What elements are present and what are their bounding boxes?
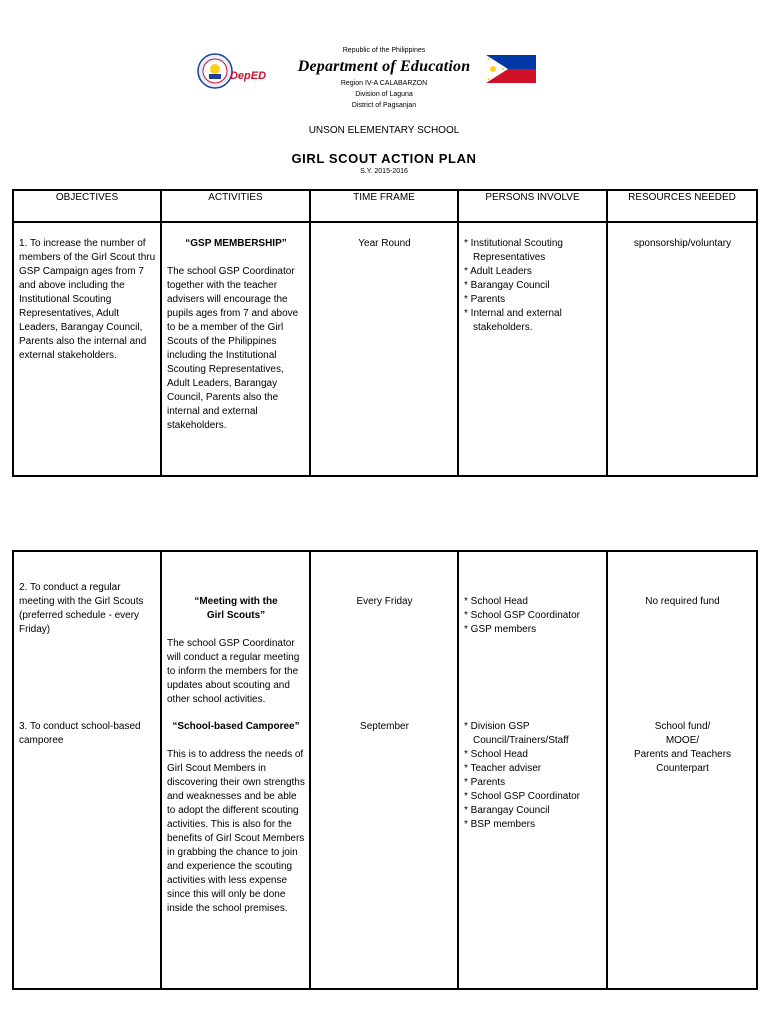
column-header-objectives: OBJECTIVES <box>13 190 161 222</box>
list-item: * Internal and external stakeholders. <box>464 307 602 335</box>
objective-text: 3. To conduct school-based camporee <box>19 721 141 746</box>
activity-description: The school GSP Coordinator will conduct a regular meeting to inform the members for the updates about scouting and other school activities. <box>167 638 300 705</box>
resources-text: No required fund <box>645 596 720 607</box>
resources-text: MOOE/ <box>665 735 700 746</box>
activity-description: This is to address the needs of Girl Scout Members in discovering their own strengths and weaknesses and be able to adopt the different scouting activities. This is also for the benefits of Girl Scout Members in grabbing the chance to join and experience the scouting activities with less expense since this will only be done inside the school premises. <box>167 749 305 914</box>
time-frame-text: Year Round <box>358 238 411 249</box>
persons-list <box>464 720 602 832</box>
table-header-row <box>13 190 757 222</box>
table-row <box>13 551 757 989</box>
district-line: District of Pagsanjan <box>351 102 417 109</box>
persons-list <box>464 237 602 335</box>
resources-text: School fund/ <box>654 721 711 732</box>
persons-cell <box>458 222 607 476</box>
list-item: * Teacher adviser <box>464 762 602 776</box>
activity-title: “Meeting with the Girl Scouts” <box>194 596 278 621</box>
plan-title: GIRL SCOUT ACTION PLAN <box>291 151 477 166</box>
table-row <box>13 222 757 476</box>
column-header-resources-needed: RESOURCES NEEDED <box>607 190 757 222</box>
persons-list <box>464 595 602 720</box>
division-line: Division of Laguna <box>355 91 413 98</box>
list-item: * Barangay Council <box>464 279 602 293</box>
action-plan-table-2 <box>12 550 758 990</box>
school-name: UNSON ELEMENTARY SCHOOL <box>308 125 460 136</box>
column-header-activities: ACTIVITIES <box>161 190 310 222</box>
philippine-flag-icon <box>486 55 536 83</box>
resources-text: Parents and Teachers <box>633 749 732 760</box>
column-header-time-frame: TIME FRAME <box>310 190 458 222</box>
persons-cell <box>458 551 607 989</box>
list-item: * Adult Leaders <box>464 265 602 279</box>
list-item: * School GSP Coordinator <box>464 609 602 623</box>
activity-title: “GSP MEMBERSHIP” <box>185 238 287 249</box>
list-item: * GSP members <box>464 623 602 637</box>
time-frame-text: Every Friday <box>356 596 413 607</box>
resources-cell <box>607 551 757 989</box>
list-item: * Parents <box>464 776 602 790</box>
activity-cell <box>161 551 310 989</box>
department-title: Department of Education <box>297 58 471 75</box>
time-frame-text: September <box>360 721 409 732</box>
resources-cell <box>607 222 757 476</box>
action-plan-table-1 <box>12 189 758 477</box>
list-item: * School Head <box>464 595 602 609</box>
time-frame-cell <box>310 551 458 989</box>
list-item: * Barangay Council <box>464 804 602 818</box>
list-item: * Division GSP Council/Trainers/Staff <box>464 720 602 748</box>
column-header-persons-involve: PERSONS INVOLVE <box>458 190 607 222</box>
activity-cell <box>161 222 310 476</box>
time-frame-cell <box>310 222 458 476</box>
objective-cell <box>13 222 161 476</box>
resources-text: sponsorship/voluntary <box>633 238 732 249</box>
activity-description: The school GSP Coordinator together with the teacher advisers will encourage the pupils ages from 7 and above to be a member of the Girl Scouts of the Philippines including the Institutional Scouting Representatives, Adult Leaders, Barangay Council, Parents also the internal and external stakeholders. <box>167 266 299 431</box>
resources-text: Counterpart <box>656 763 709 774</box>
activity-title: “School-based Camporee” <box>172 721 300 732</box>
list-item: * BSP members <box>464 818 602 832</box>
list-item: * Parents <box>464 293 602 307</box>
objective-text: 1. To increase the number of members of the Girl Scout thru GSP Campaign ages from 7 and above including the Institutional Scouting Representatives, Adult Leaders, Barangay Council, Parents also the internal and external stakeholders. <box>19 238 156 361</box>
school-year: S.Y. 2015-2016 <box>360 168 408 175</box>
objective-cell <box>13 551 161 989</box>
list-item: * Institutional Scouting Representatives <box>464 237 602 265</box>
region-line: Region IV-A CALABARZON <box>340 80 428 87</box>
republic-line: Republic of the Philippines <box>342 47 426 54</box>
objective-text: 2. To conduct a regular meeting with the Girl Scouts (preferred schedule - every Friday) <box>19 582 144 635</box>
list-item: * School GSP Coordinator <box>464 790 602 804</box>
deped-logo-text: DepED <box>229 70 267 82</box>
list-item: * School Head <box>464 748 602 762</box>
